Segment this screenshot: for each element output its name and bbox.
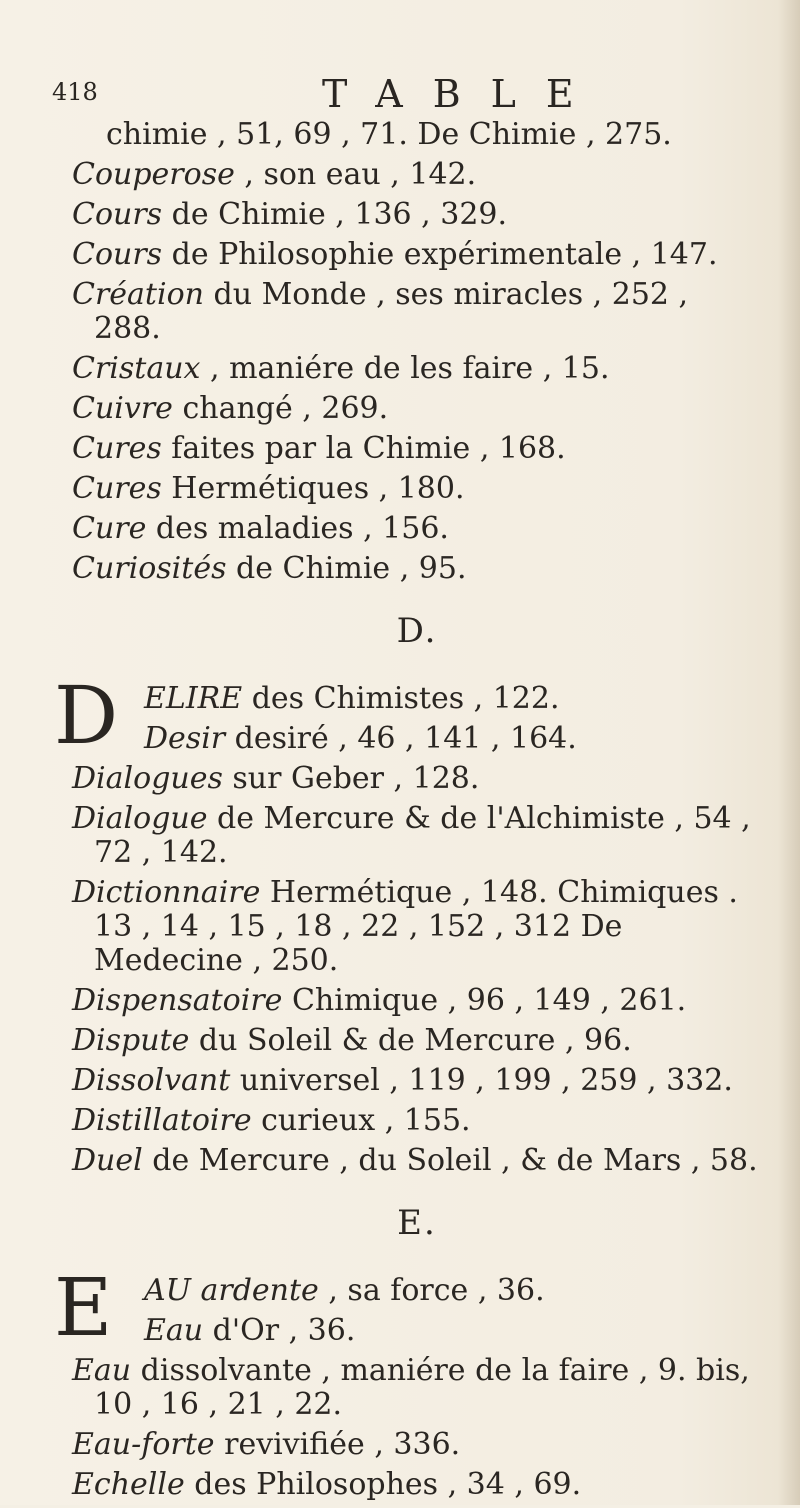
index-entry bbox=[72, 472, 762, 506]
entry-head: AU ardente bbox=[144, 1273, 319, 1308]
entry-head: ELIRE bbox=[144, 681, 243, 716]
index-entry bbox=[72, 432, 762, 466]
index-entry bbox=[72, 352, 762, 386]
index-entry bbox=[72, 1428, 762, 1462]
index-entry bbox=[72, 198, 762, 232]
entry-text: des Chimistes , 122. bbox=[242, 681, 560, 716]
index-entry bbox=[72, 1144, 762, 1178]
entry-head: Cours bbox=[72, 237, 163, 272]
entry-head: Desir bbox=[144, 721, 226, 756]
entry-text: sur Geber , 128. bbox=[222, 761, 480, 796]
index-entry bbox=[72, 158, 762, 192]
entry-head: Echelle bbox=[72, 1467, 185, 1502]
index-entry bbox=[72, 1104, 762, 1138]
entry-text: des maladies , 156. bbox=[146, 511, 449, 546]
drop-cap-d: D bbox=[54, 669, 119, 762]
index-entry bbox=[72, 392, 762, 426]
index-entry bbox=[72, 1468, 762, 1502]
entry-head: Cuivre bbox=[72, 391, 173, 426]
entry-head: Dialogue bbox=[72, 801, 208, 836]
section-e-second-entry bbox=[72, 1314, 762, 1348]
entry-text: faites par la Chimie , 168. bbox=[161, 431, 566, 466]
entry-text: de Mercure , du Soleil , & de Mars , 58. bbox=[142, 1143, 758, 1178]
entry-text: de Mercure & de l'Alchimiste , 54 , 72 , 142. bbox=[94, 801, 751, 870]
drop-cap-e: E bbox=[54, 1261, 113, 1354]
entry-text: de Philosophie expérimentale , 147. bbox=[162, 237, 718, 272]
index-entry bbox=[72, 802, 762, 870]
entry-head: Cure bbox=[72, 511, 147, 546]
section-d-entries bbox=[72, 762, 762, 1178]
running-title: TABLE bbox=[322, 72, 604, 116]
entry-text: du Soleil & de Mercure , 96. bbox=[189, 1023, 632, 1058]
entry-head: Eau-forte bbox=[72, 1427, 215, 1462]
index-entry bbox=[72, 238, 762, 272]
page-number: 418 bbox=[52, 78, 98, 106]
entry-head: Dialogues bbox=[72, 761, 223, 796]
index-entry bbox=[72, 984, 762, 1018]
entry-text: changé , 269. bbox=[172, 391, 389, 426]
index-entry bbox=[72, 552, 762, 586]
entry-head: Dictionnaire bbox=[72, 875, 261, 910]
entry-text: de Chimie , 95. bbox=[226, 551, 467, 586]
index-entry bbox=[72, 512, 762, 546]
index-entry bbox=[72, 1024, 762, 1058]
section-letter-e: E. bbox=[397, 1203, 437, 1243]
entry-text: Chimique , 96 , 149 , 261. bbox=[282, 983, 687, 1018]
entry-text: revivifiée , 336. bbox=[214, 1427, 461, 1462]
entry-text: curieux , 155. bbox=[251, 1103, 471, 1138]
section-d-second-entry bbox=[72, 722, 762, 756]
entry-head: Dispute bbox=[72, 1023, 190, 1058]
entry-text: des Philosophes , 34 , 69. bbox=[184, 1467, 582, 1502]
index-entry bbox=[72, 278, 762, 346]
entry-text: chimie , 51, 69 , 71. De Chimie , 275. bbox=[106, 117, 672, 152]
entry-head: Couperose bbox=[72, 157, 235, 192]
entry-head: Duel bbox=[72, 1143, 143, 1178]
entry-text: Hermétiques , 180. bbox=[161, 471, 465, 506]
entry-text: desiré , 46 , 141 , 164. bbox=[225, 721, 577, 756]
entry-head: Cures bbox=[72, 431, 162, 466]
entry-head: Création bbox=[72, 277, 204, 312]
page-gutter-shadow bbox=[778, 0, 800, 1505]
entry-text: , son eau , 142. bbox=[234, 157, 477, 192]
index-entry bbox=[72, 1354, 762, 1422]
page-header bbox=[52, 72, 752, 118]
entry-text: d'Or , 36. bbox=[203, 1313, 356, 1348]
entry-head: Cures bbox=[72, 471, 162, 506]
entry-text: de Chimie , 136 , 329. bbox=[162, 197, 508, 232]
entry-head: Cours bbox=[72, 197, 163, 232]
entry-head: Eau bbox=[144, 1313, 204, 1348]
index-entry bbox=[72, 876, 762, 978]
index-content bbox=[54, 117, 762, 1508]
entry-head: Distillatoire bbox=[72, 1103, 252, 1138]
entry-head: Eau bbox=[72, 1353, 132, 1388]
entry-head: Cristaux bbox=[72, 351, 201, 386]
entry-head: Curiosités bbox=[72, 551, 227, 586]
index-entry bbox=[72, 118, 762, 152]
index-entry bbox=[72, 762, 762, 796]
entry-head: Dissolvant bbox=[72, 1063, 231, 1098]
index-entry bbox=[72, 1064, 762, 1098]
entry-text: du Monde , ses miracles , 252 , 288. bbox=[94, 277, 689, 346]
entry-text: , maniére de les faire , 15. bbox=[200, 351, 610, 386]
entry-text: Hermétique , 148. Chimiques . 13 , 14 , 15 , 18 , 22 , 152 , 312 De Medecine , 250. bbox=[94, 875, 738, 978]
section-letter-d: D. bbox=[396, 611, 438, 651]
entry-text: , sa force , 36. bbox=[318, 1273, 545, 1308]
entry-text: universel , 119 , 199 , 259 , 332. bbox=[230, 1063, 733, 1098]
entry-text: dissolvante , maniére de la faire , 9. bis, 10 , 16 , 21 , 22. bbox=[94, 1353, 750, 1422]
entry-head: Dispensatoire bbox=[72, 983, 283, 1018]
section-c-entries bbox=[72, 118, 762, 586]
section-e-entries bbox=[72, 1354, 762, 1502]
